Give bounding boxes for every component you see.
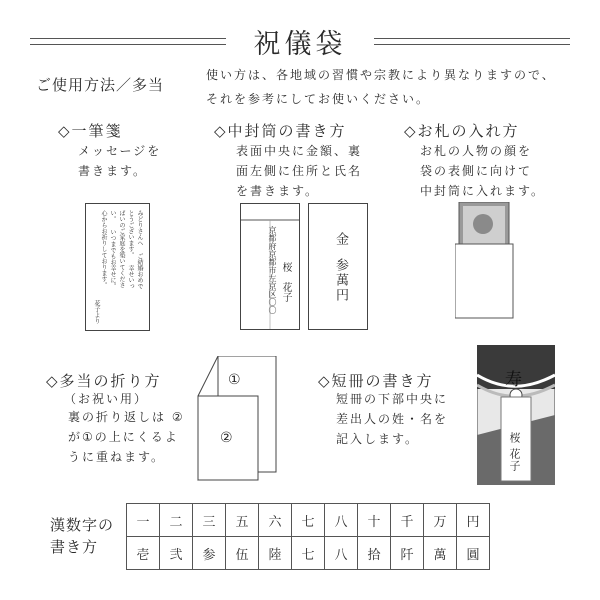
kanji-cell: 阡 [391,537,424,570]
kanji-cell: 二 [160,504,193,537]
kanji-cell: 六 [259,504,292,537]
ippitsusen-text-2: 書きます。 [78,164,148,178]
kanji-cell: 八 [325,504,358,537]
kanji-cell: 萬 [424,537,457,570]
kanji-cell: 陸 [259,537,292,570]
tatou-text-1: 裏の折り返しは ② [68,410,185,424]
tanzaku-name-2: 花子 [508,448,521,472]
osatsu-text-2: 袋の表側に向けて [420,164,533,178]
kanji-cell: 五 [226,504,259,537]
title-rule-right-2 [374,44,570,45]
kanji-cell: 弐 [160,537,193,570]
osatsu-text-3: 中封筒に入れます。 [420,184,546,198]
ippitsusen-text-1: メッセージを [78,144,162,158]
title-rule-left-2 [30,44,226,45]
kanji-cell: 伍 [226,537,259,570]
kanji-cell: 万 [424,504,457,537]
kanji-label-2: 書き方 [50,538,99,556]
tatou-fold-1: ① [228,372,241,388]
usage-intro-2: それを参考にしてお使いください。 [206,92,431,106]
kanji-cell: 七 [292,504,325,537]
tatou-sub: （お祝い用） [64,392,149,406]
kanji-cell: 拾 [358,537,391,570]
usage-intro-1: 使い方は、各地域の習慣や宗教により異なりますので、 [206,68,556,82]
tanzaku-text-2: 差出人の姓・名を [336,412,449,426]
banknote-envelope-icon [455,202,545,322]
nakafuutou-text-2: 面左側に住所と氏名 [236,164,363,178]
tanzaku-text-1: 短冊の下部中央に [336,392,449,406]
kanji-cell: 壱 [127,537,160,570]
tatou-fold-2: ② [220,430,233,446]
envelope-back-address: 京都府京都市左京区〇〇 [268,226,277,314]
ippitsusen-heading: ◇一筆箋 [58,122,123,140]
kanji-cell: 参 [193,537,226,570]
kanji-cell: 三 [193,504,226,537]
tanzaku-heading: ◇短冊の書き方 [318,372,434,390]
tanzaku-text-3: 記入します。 [336,432,420,446]
tanzaku-name-1: 桜 [508,432,521,443]
nakafuutou-text-3: を書きます。 [236,184,320,198]
tatou-heading: ◇多当の折り方 [46,372,162,390]
usage-heading: ご使用方法／多当 [36,76,165,94]
kanji-row-formal [127,537,490,570]
kanji-row-standard [127,504,490,537]
tatou-text-2: が①の上にくるよ [68,430,179,444]
envelope-front-kin: 金 [333,232,348,245]
envelope-front [308,203,368,330]
envelope-back-name: 桜 花子 [280,262,291,302]
kanji-cell: 圓 [457,537,490,570]
kanji-cell: 十 [358,504,391,537]
kanji-cell: 八 [325,537,358,570]
ippitsusen-card [85,203,150,331]
title-rule-right [374,38,570,39]
osatsu-heading: ◇お札の入れ方 [404,122,520,140]
kanji-cell: 一 [127,504,160,537]
kanji-cell: 七 [292,537,325,570]
tanzaku-kotobuki: 寿 [501,370,521,387]
tatou-text-3: うに重ねます。 [68,450,166,464]
ippitsusen-letter: みどりさんへ ご結婚おめでとうございます。 幸せいっぱいのご家庭を築いてください。 いつまでもお幸せに。 心からお祈りしております。 [100,210,143,289]
kanji-cell: 千 [391,504,424,537]
title-rule-left [30,38,226,39]
envelope-front-amount: 参萬円 [333,258,348,303]
ippitsusen-sign: 花子より [93,300,100,324]
envelope-back [240,203,300,330]
kanji-table [126,503,490,570]
kanji-label-1: 漢数字の [50,516,115,534]
kanji-cell: 円 [457,504,490,537]
osatsu-text-1: お札の人物の顔を [420,144,533,158]
page-title: 祝儀袋 [253,29,347,60]
nakafuutou-heading: ◇中封筒の書き方 [214,122,347,140]
nakafuutou-text-1: 表面中央に金額、裏 [236,144,363,158]
